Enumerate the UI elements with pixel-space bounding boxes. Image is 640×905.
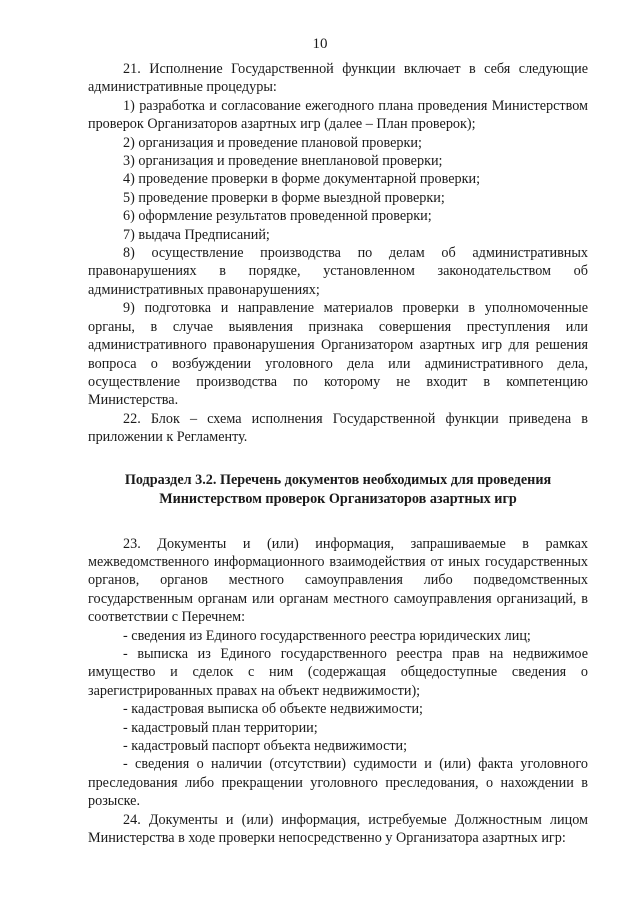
spacer	[88, 447, 588, 471]
procedure-item-1: 1) разработка и согласование ежегодного плана проведения Министерством проверок Организаторов азартных игр (далее – План проверок);	[88, 97, 588, 133]
document-item-3: - кадастровая выписка об объекте недвижимости;	[123, 701, 424, 718]
subsection-heading-line-2: Министерством проверок Организаторов азартных игр	[159, 490, 517, 507]
document-item-1: - сведения из Единого государственного реестра юридических лиц;	[123, 627, 531, 644]
spacer	[88, 509, 588, 535]
document-item-5: - кадастровый паспорт объекта недвижимости;	[123, 738, 408, 754]
procedure-item-7: 7) выдача Предписаний;	[123, 226, 270, 243]
procedure-item-6: 6) оформление результатов проведенной проверки;	[123, 208, 432, 225]
paragraph-24: 24. Документы и (или) информация, истребуемые Должностным лицом Министерства в ходе проверки непосредственно у Организатора азартных игр:	[88, 811, 588, 847]
document-item-4: - кадастровый план территории;	[123, 719, 318, 736]
procedure-item-9: 9) подготовка и направление материалов проверки в уполномоченные органы, в случае выявления признака совершения преступления или административного правонарушения Организатором азартных игр для решения вопроса о возбуждении уголовного дела или административного дела, осуществление производства по которому не входит в компетенцию Министерства.	[88, 300, 588, 409]
paragraph-23-intro: 23. Документы и (или) информация, запрашиваемые в рамках межведомственного информационного взаимодействия от иных государственных органов, органов местного самоуправления либо подведомственных государственным органам или органам местного самоуправления организаций, в соответствии с Перечнем:	[88, 535, 588, 626]
procedure-item-8: 8) осуществление производства по делам об административных правонарушениях в порядке, установленном законодательством об административных правонарушениях;	[88, 245, 588, 298]
page-body	[88, 60, 588, 847]
document-item-2: - выписка из Единого государственного реестра прав на недвижимое имущество и сделок с ним (содержащая общедоступные сведения о зарегистрированных правах на объект недвижимости);	[88, 645, 588, 699]
procedure-item-5: 5) проведение проверки в форме выездной проверки;	[123, 189, 445, 206]
subsection-heading-line-1: Подраздел 3.2. Перечень документов необходимых для проведения	[124, 471, 552, 488]
paragraph-22: 22. Блок – схема исполнения Государственной функции приведена в приложении к Регламенту.	[88, 410, 588, 446]
paragraph-21-intro: 21. Исполнение Государственной функции включает в себя следующие административные процедуры:	[88, 61, 588, 96]
procedure-item-4: 4) проведение проверки в форме документарной проверки;	[123, 171, 481, 188]
procedure-item-2: 2) организация и проведение плановой проверки;	[123, 134, 422, 151]
document-item-6: - сведения о наличии (отсутствии) судимости и (или) факта уголовного преследования либо прекращении уголовного преследования, о нахождении в розыске.	[88, 756, 588, 810]
procedure-item-3: 3) организация и проведение внеплановой проверки;	[123, 153, 443, 170]
page-number: 10	[312, 36, 328, 52]
